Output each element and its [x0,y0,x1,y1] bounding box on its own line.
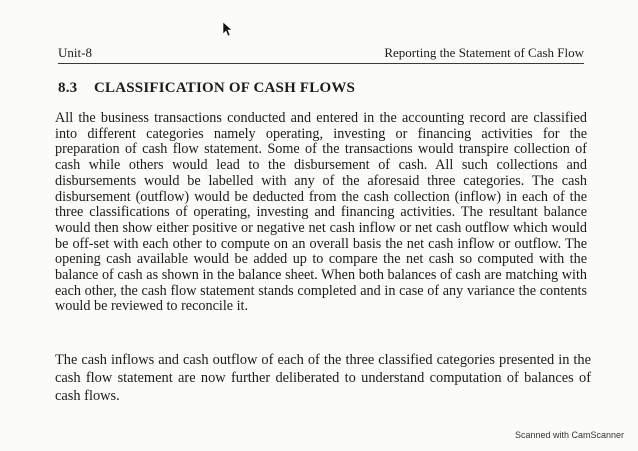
section-title: CLASSIFICATION OF CASH FLOWS [94,80,356,96]
mouse-pointer-icon [222,21,232,37]
chapter-title: Reporting the Statement of Cash Flow [384,45,584,60]
body-paragraph-2: The cash inflows and cash outflow of each of the three classified categories presented in the cash flow statement are now further deliberated to understand computation of balances of cash flows. [55,352,591,404]
section-number: 8.3 [58,80,78,96]
section-heading [58,80,355,97]
scanner-watermark: Scanned with CamScanner [514,430,624,440]
body-paragraph-1: All the business transactions conducted and entered in the accounting record are classified into different categories namely operating, investing or financing activities for the preparation of cash flow statement. Some of the transactions would transpire collection of cash while others would lead to the disbursement of cash. All such collections and disbursements would be labelled with any of the aforesaid three categories. The cash disbursement (outflow) would be deducted from the cash collection (inflow) in each of the three classifications of operating, investing and financing activities. The resultant balance would then show either positive or negative net cash inflow or net cash outflow which would be off-set with each other to compute on an overall basis the net cash inflow or outflow. The opening cash available would be added up to compare the net cash so computed with the balance of cash as shown in the balance sheet. When both balances of cash are matching with each other, the cash flow statement stands completed and in case of any variance the contents would be reviewed to reconcile it. [55,110,587,315]
unit-label: Unit-8 [58,45,92,60]
page-header [58,45,584,64]
